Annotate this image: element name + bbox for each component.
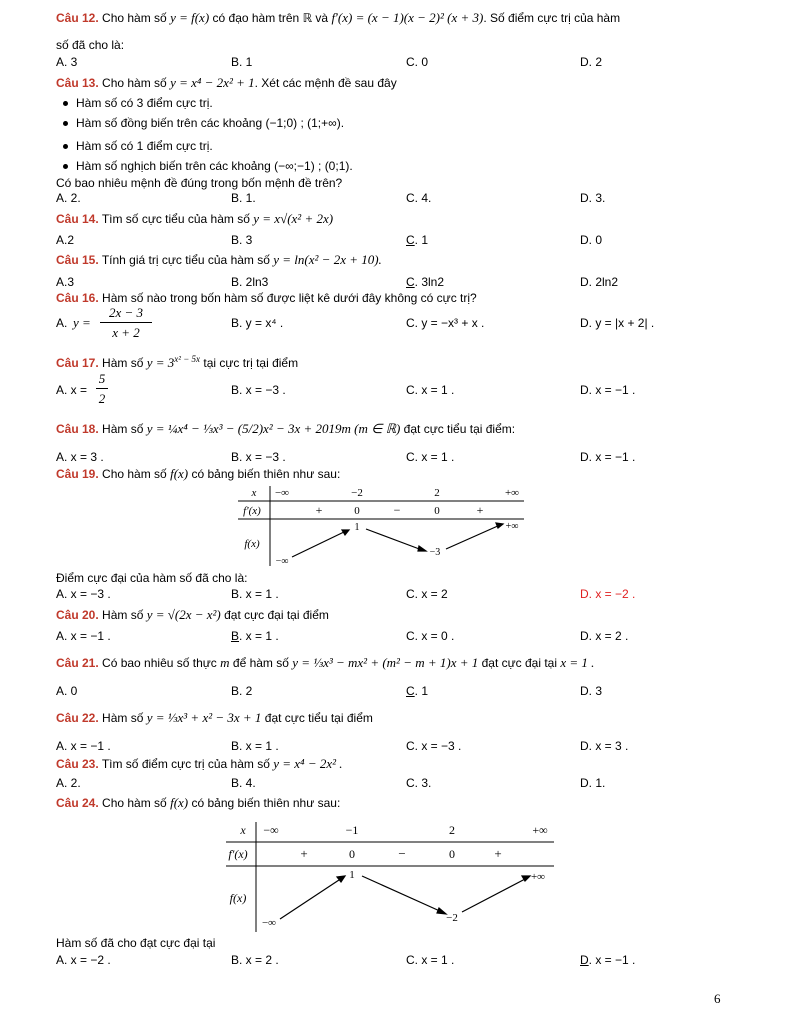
q15-option-c-text: . 3ln2 [414, 275, 445, 289]
q22-option-b: B. x = 1 . [231, 739, 279, 753]
q24-f-value: −2 [446, 912, 458, 924]
q19-option-c: C. x = 2 [406, 587, 448, 601]
q17-option-a-numerator: 5 [98, 371, 106, 386]
q12-formula-1: y = f(x) [170, 10, 210, 25]
q21-formula: y = ⅓x³ − mx² + (m² − m + 1)x + 1 [292, 655, 479, 670]
q23-formula: y = x⁴ − 2x² . [273, 756, 343, 771]
q14-formula: y = x√(x² + 2x) [253, 211, 334, 226]
q23-option-a: A. 2. [56, 776, 81, 790]
q22-option-a: A. x = −1 . [56, 739, 111, 753]
q24-text-b: có bảng biến thiên như sau: [191, 796, 341, 810]
q24-question: Hàm số đã cho đạt cực đại tại [56, 936, 216, 950]
q22-formula: y = ⅓x³ + x² − 3x + 1 [146, 710, 262, 725]
q24-increase-arrow [462, 878, 527, 912]
q24-sign: 0 [349, 847, 355, 861]
q12-line2: số đã cho là: [56, 38, 125, 52]
q24-sign: + [494, 846, 502, 861]
q13-statement: Hàm số có 3 điểm cực trị. [76, 96, 353, 116]
q18-formula: y = ¼x⁴ − ⅓x³ − (5/2)x² − 3x + 2019m (m ∈ ℝ) [146, 421, 401, 436]
q20-option-c: C. x = 0 . [406, 629, 455, 643]
q14-option-c-letter: C [406, 233, 415, 247]
q16-label: Câu 16. [56, 291, 99, 305]
q23-option-b: B. 4. [231, 776, 256, 790]
q12-text-c: . Số điểm cực trị của hàm [483, 11, 621, 25]
q13-option-c: C. 4. [406, 191, 432, 205]
q24-f-value: 1 [349, 869, 355, 881]
q20-option-b [231, 629, 279, 643]
q12-option-b: B. 1 [231, 55, 253, 69]
q13-text: Cho hàm số [102, 76, 167, 90]
q21-option-d: D. 3 [580, 684, 603, 698]
q19-f-label: f(x) [244, 538, 260, 550]
q13-option-b: B. 1. [231, 191, 256, 205]
q15-option-c [406, 275, 444, 289]
q24-option-d [580, 953, 635, 967]
q20-formula: y = √(2x − x²) [146, 607, 221, 622]
q22-option-c: C. x = −3 . [406, 739, 462, 753]
q24-option-a: A. x = −2 . [56, 953, 111, 967]
q21-option-c-text: . 1 [414, 684, 429, 698]
q24-decrease-arrow [362, 876, 442, 912]
q19-label: Câu 19. [56, 467, 99, 481]
q14-label: Câu 14. [56, 212, 99, 226]
q18-option-a: A. x = 3 . [56, 450, 104, 464]
q16-option-a-lhs: y = [73, 315, 91, 330]
q12-text: Cho hàm số [102, 11, 167, 25]
q22-label: Câu 22. [56, 711, 99, 725]
q19-f-value: −∞ [275, 556, 289, 567]
q24-x-value: +∞ [532, 823, 548, 837]
q19-x-value: −∞ [274, 487, 290, 499]
q14-option-b: B. 3 [231, 233, 253, 247]
q16-option-c: C. y = −x³ + x . [406, 316, 485, 330]
q19-sign: 0 [354, 505, 360, 517]
q15-option-d: D. 2ln2 [580, 275, 619, 289]
q15-formula: y = ln(x² − 2x + 10). [273, 252, 382, 267]
q19-arrow-head [342, 530, 349, 535]
q23-label: Câu 23. [56, 757, 99, 771]
q13-formula: y = x⁴ − 2x² + 1 [170, 75, 255, 90]
q13-option-a: A. 2. [56, 191, 81, 205]
q24-option-b: B. x = 2 . [231, 953, 279, 967]
q16-option-a-numerator: 2x − 3 [108, 305, 144, 320]
q13-statement: Hàm số có 1 điểm cực trị. [76, 139, 353, 159]
q19-decrease-arrow [366, 529, 422, 550]
q12-option-a: A. 3 [56, 55, 78, 69]
q19-x-label: x [251, 487, 257, 499]
q24-increase-arrow [280, 878, 342, 919]
q19-sign: − [393, 503, 401, 517]
q14-option-c-text: . 1 [414, 233, 429, 247]
q19-f-value: +∞ [505, 521, 519, 532]
q15-option-c-letter: C [406, 275, 415, 289]
q16-option-d: D. y = |x + 2| . [580, 316, 655, 330]
q20-option-a: A. x = −1 . [56, 629, 111, 643]
q21-text-b: để hàm số [232, 656, 289, 670]
q24-text: Cho hàm số [102, 796, 167, 810]
q17-fraction-bar [96, 388, 108, 389]
q12-option-c: C. 0 [406, 55, 429, 69]
q15-option-b: B. 2ln3 [231, 275, 269, 289]
q21-option-a: A. 0 [56, 684, 78, 698]
q24-x-value: 2 [449, 823, 455, 837]
q17-option-d: D. x = −1 . [580, 383, 636, 397]
q24-variation-table [218, 818, 560, 934]
q15-label: Câu 15. [56, 253, 99, 267]
q24-sign: + [300, 846, 308, 861]
q13-statement: Hàm số nghịch biến trên các khoảng (−∞;−1) ; (0;1). [76, 159, 353, 179]
q24-option-d-text: . x = −1 . [588, 953, 636, 967]
q18-option-b: B. x = −3 . [231, 450, 286, 464]
q19-increase-arrow [446, 525, 500, 549]
q19-sign: + [476, 503, 484, 517]
q24-x-value: −1 [345, 823, 359, 837]
q19-text-b: có bảng biến thiên như sau: [191, 467, 341, 481]
q20-label: Câu 20. [56, 608, 99, 622]
q24-f-value: −∞ [261, 917, 277, 929]
q19-sign: + [315, 503, 323, 517]
q24-arrow-head [437, 908, 446, 914]
q19-increase-arrow [292, 531, 346, 557]
q19-sign: 0 [434, 505, 440, 517]
q18-text: Hàm số [102, 422, 144, 436]
q14-option-a: A.2 [56, 233, 75, 247]
q21-option-c [406, 684, 428, 698]
q19-option-a: A. x = −3 . [56, 587, 111, 601]
q20-text-b: đạt cực đại tại điểm [224, 608, 329, 622]
q21-option-c-letter: C [406, 684, 415, 698]
q18-text-b: đạt cực tiểu tại điểm: [403, 422, 516, 436]
q19-x-value: 2 [434, 487, 440, 499]
q16-option-b: B. y = x⁴ . [231, 316, 284, 330]
q19-variation-table [232, 484, 528, 568]
q22-text: Hàm số [102, 711, 144, 725]
q18-option-d: D. x = −1 . [580, 450, 636, 464]
q12-text-b: có đạo hàm trên ℝ và [212, 11, 329, 25]
page-number: 6 [714, 991, 721, 1006]
q19-arrow-head [496, 523, 503, 528]
q17-option-a-denominator: 2 [98, 391, 106, 406]
q20-option-b-letter: B [231, 629, 240, 643]
q16-option-a-denominator: x + 2 [112, 325, 140, 340]
q24-x-label: x [240, 823, 246, 837]
q14-text: Tìm số cực tiểu của hàm số [101, 212, 250, 226]
q18-label: Câu 18. [56, 422, 99, 436]
q16-text: Hàm số nào trong bốn hàm số được liệt kê dưới đây không có cực trị? [102, 291, 477, 305]
q17-option-a-prefix: A. x = [56, 383, 88, 397]
q23-option-c: C. 3. [406, 776, 432, 790]
q21-formula-2: x = 1 . [560, 655, 595, 670]
q13-label: Câu 13. [56, 76, 99, 90]
q14-option-c [406, 233, 428, 247]
q20-option-d: D. x = 2 . [580, 629, 629, 643]
q20-option-b-text: . x = 1 . [239, 629, 279, 643]
q12-label: Câu 12. [56, 11, 99, 25]
q13-statements [76, 96, 353, 179]
q24-option-d-letter: D [580, 953, 589, 967]
q17-label: Câu 17. [56, 356, 99, 370]
q17-text: Hàm số [102, 356, 144, 370]
q21-text: Có bao nhiêu số thực [102, 656, 217, 670]
q24-label: Câu 24. [56, 796, 99, 810]
q18-option-c: C. x = 1 . [406, 450, 455, 464]
q17-text-b: tại cực trị tại điểm [203, 356, 299, 370]
q17-option-b: B. x = −3 . [231, 383, 286, 397]
q21-label: Câu 21. [56, 656, 99, 670]
q19-x-value: −2 [351, 487, 363, 499]
q19-arrow-head [418, 546, 426, 551]
q16-option-a-prefix: A. [56, 316, 68, 330]
q17-formula-exponent: x² − 5x [174, 354, 201, 364]
q24-formula: f(x) [170, 795, 189, 810]
q13-option-d: D. 3. [580, 191, 606, 205]
q24-sign: 0 [449, 847, 455, 861]
q19-question: Điểm cực đại của hàm số đã cho là: [56, 571, 248, 585]
q20-text: Hàm số [102, 608, 144, 622]
q14-option-d: D. 0 [580, 233, 603, 247]
q22-option-d: D. x = 3 . [580, 739, 629, 753]
q19-x-value: +∞ [504, 487, 520, 499]
q19-formula: f(x) [170, 466, 189, 481]
q15-option-a: A.3 [56, 275, 75, 289]
q13-text-b: . Xét các mệnh đề sau đây [254, 76, 397, 90]
q19-f-value: −3 [429, 547, 441, 558]
q12-option-d: D. 2 [580, 55, 603, 69]
q19-option-d: D. x = −2 . [580, 587, 636, 601]
q17-formula: y = 3 [146, 355, 175, 370]
q19-fprime-label: f′(x) [243, 505, 261, 517]
q21-option-b: B. 2 [231, 684, 253, 698]
q16-fraction-bar [100, 322, 152, 323]
q22-text-b: đạt cực tiểu tại điểm [264, 711, 373, 725]
q15-text: Tính giá trị cực tiểu của hàm số [101, 253, 270, 267]
q24-sign: − [398, 846, 406, 861]
q24-f-label: f(x) [229, 891, 247, 905]
q13-statement: Hàm số đồng biến trên các khoảng (−1;0) ; (1;+∞). [76, 116, 353, 139]
q24-fprime-label: f′(x) [228, 847, 248, 861]
q23-text: Tìm số điểm cực trị của hàm số [101, 757, 270, 771]
q19-text: Cho hàm số [102, 467, 167, 481]
q19-f-value: 1 [354, 522, 360, 533]
q24-option-c: C. x = 1 . [406, 953, 455, 967]
q21-variable: m [220, 655, 230, 670]
q24-x-value: −∞ [263, 823, 279, 837]
q17-option-c: C. x = 1 . [406, 383, 455, 397]
q24-f-value: +∞ [530, 871, 546, 883]
q12-formula-2: f′(x) = (x − 1)(x − 2)² (x + 3) [331, 10, 484, 25]
q21-text-c: đạt cực đại tại [481, 656, 558, 670]
q13-question: Có bao nhiêu mệnh đề đúng trong bốn mệnh đề trên? [56, 176, 343, 190]
q23-option-d: D. 1. [580, 776, 606, 790]
q19-option-b: B. x = 1 . [231, 587, 279, 601]
